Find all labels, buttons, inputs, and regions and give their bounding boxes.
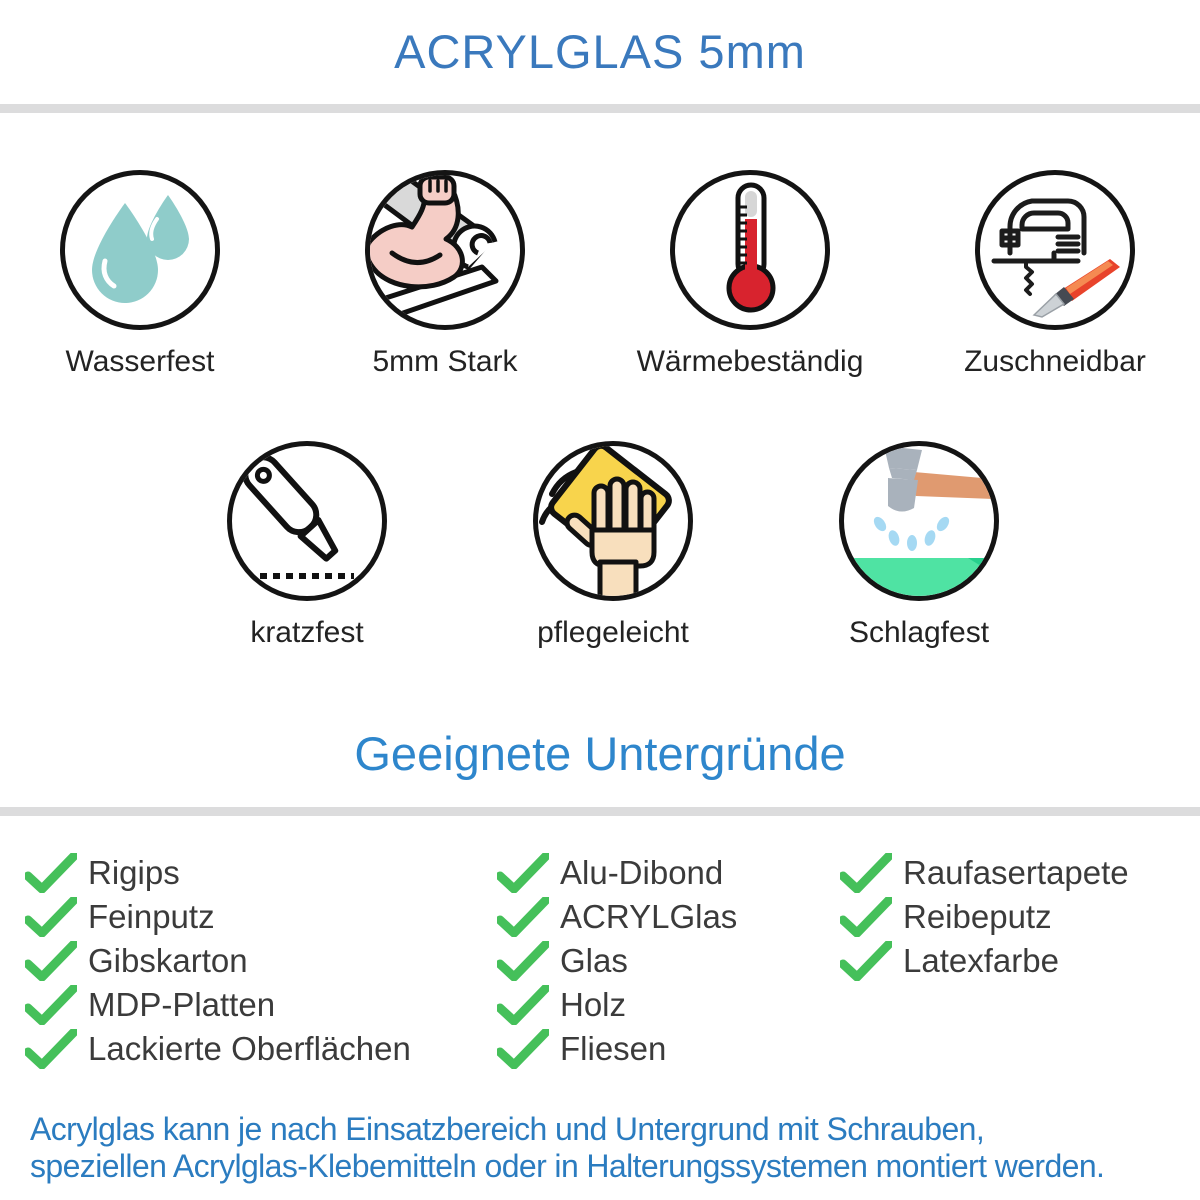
- feature-kratzfest: [167, 441, 447, 650]
- feature-wasserfest: [0, 170, 280, 379]
- jigsaw-cutter-icon: [975, 170, 1135, 330]
- feature-label: pflegeleicht: [537, 616, 689, 649]
- check-icon: [840, 897, 892, 937]
- feature-schlagfest: [779, 441, 1059, 650]
- substrate-column-3: [840, 851, 1200, 1071]
- check-icon: [497, 941, 549, 981]
- mounting-note-line2: speziellen Acrylglas-Klebemitteln oder in Halterungssystemen montiert werden.: [30, 1148, 1105, 1184]
- mounting-note-line1: Acrylglas kann je nach Einsatzbereich und Untergrund mit Schrauben,: [30, 1111, 985, 1147]
- list-item: [25, 851, 497, 895]
- feature-row-2: [167, 441, 1200, 650]
- feature-label: Wasserfest: [65, 345, 215, 378]
- feature-row-1: [0, 170, 1200, 379]
- utility-knife-icon: [227, 441, 387, 601]
- list-item-label: Lackierte Oberflächen: [88, 1030, 411, 1067]
- check-icon: [840, 941, 892, 981]
- check-icon: [25, 1029, 77, 1069]
- feature-label: Schlagfest: [848, 616, 990, 649]
- substrate-list: [0, 851, 1200, 1071]
- list-item-label: Rigips: [88, 854, 180, 891]
- list-item-label: Alu-Dibond: [560, 854, 724, 891]
- check-icon: [25, 897, 77, 937]
- check-icon: [25, 853, 77, 893]
- substrate-column-1: [25, 851, 497, 1071]
- list-item-label: ACRYLGlas: [560, 898, 738, 935]
- list-item: [840, 895, 1200, 939]
- thermometer-icon: [670, 170, 830, 330]
- divider-top: [0, 104, 1200, 113]
- check-icon: [25, 985, 77, 1025]
- check-icon: [840, 853, 892, 893]
- mounting-note: [0, 1111, 1200, 1185]
- feature-waermebestaendig: [610, 170, 890, 379]
- list-item-label: Holz: [560, 986, 627, 1023]
- check-icon: [497, 985, 549, 1025]
- feature-label: kratzfest: [250, 616, 364, 649]
- list-item: [840, 939, 1200, 983]
- check-icon: [25, 941, 77, 981]
- feature-pflegeleicht: [473, 441, 753, 650]
- water-drops-icon: [60, 170, 220, 330]
- section-title-untergruende: Geeignete Untergründe: [354, 727, 846, 780]
- list-item-label: Fliesen: [560, 1030, 667, 1067]
- check-icon: [497, 853, 549, 893]
- feature-5mm-stark: [305, 170, 585, 379]
- list-item: [25, 1027, 497, 1071]
- page-title: ACRYLGLAS 5mm: [394, 25, 806, 78]
- muscle-arm-roll-icon: [365, 170, 525, 330]
- list-item: [497, 939, 840, 983]
- list-item: [25, 895, 497, 939]
- list-item-label: Latexfarbe: [903, 942, 1059, 979]
- list-item-label: Feinputz: [88, 898, 215, 935]
- list-item: [497, 983, 840, 1027]
- list-item-label: Raufasertapete: [903, 854, 1129, 891]
- list-item: [497, 851, 840, 895]
- cleaning-hand-icon: [533, 441, 693, 601]
- list-item: [25, 939, 497, 983]
- list-item: [497, 1027, 840, 1071]
- list-item-label: Gibskarton: [88, 942, 248, 979]
- feature-zuschneidbar: [915, 170, 1195, 379]
- list-item: [497, 895, 840, 939]
- feature-label: Zuschneidbar: [964, 345, 1146, 378]
- check-icon: [497, 1029, 549, 1069]
- check-icon: [497, 897, 549, 937]
- feature-label: 5mm Stark: [372, 345, 518, 378]
- list-item-label: Glas: [560, 942, 628, 979]
- list-item: [840, 851, 1200, 895]
- hammer-impact-icon: [839, 441, 999, 601]
- substrate-column-2: [497, 851, 840, 1071]
- divider-middle: [0, 807, 1200, 816]
- list-item-label: Reibeputz: [903, 898, 1052, 935]
- feature-label: Wärmebeständig: [636, 345, 864, 378]
- list-item-label: MDP-Platten: [88, 986, 276, 1023]
- list-item: [25, 983, 497, 1027]
